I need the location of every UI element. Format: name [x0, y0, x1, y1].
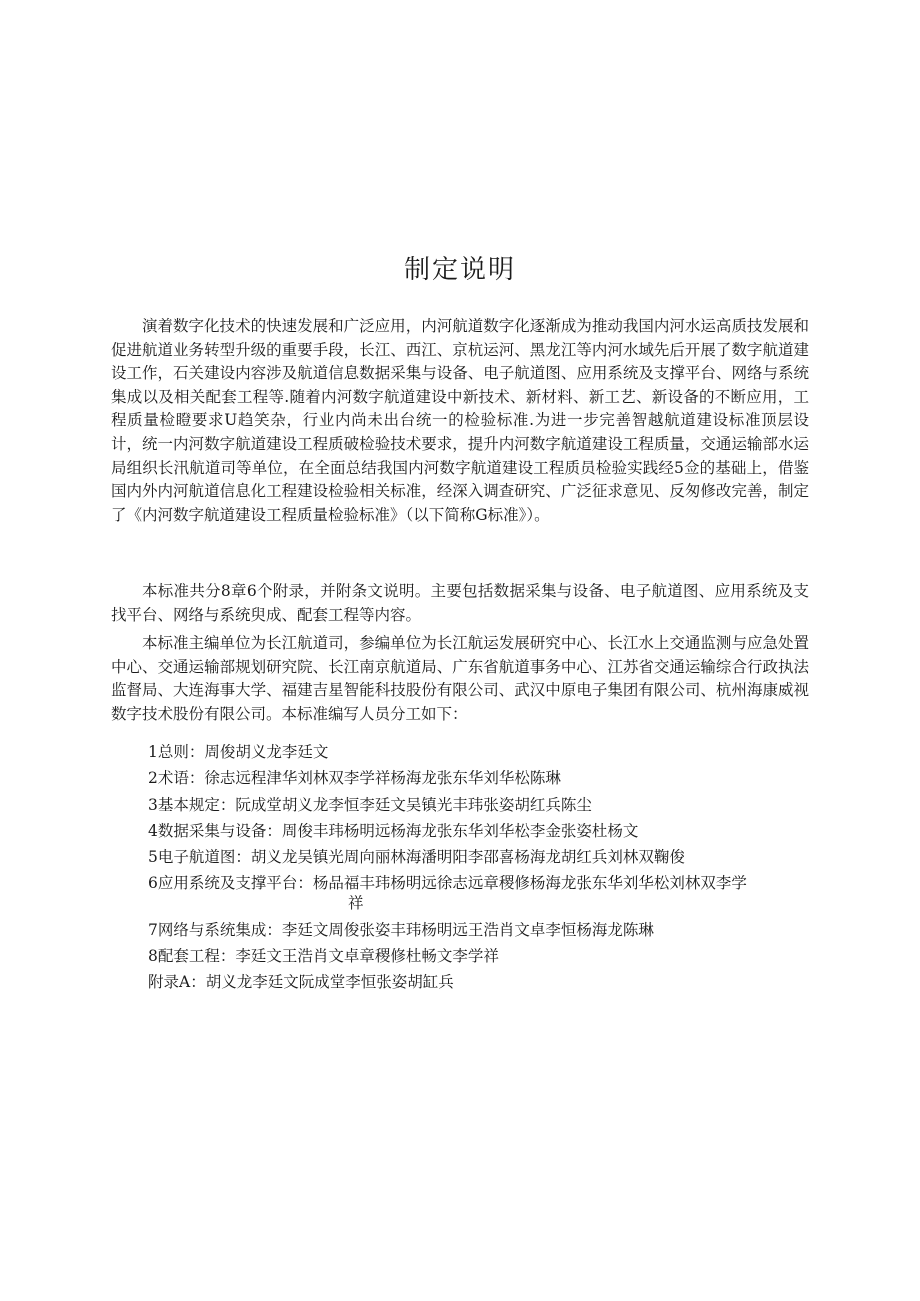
list-item-text: 2术语：徐志远程津华刘林双李学祥杨海龙张东华刘华松陈琳 — [148, 769, 561, 788]
list-item-text: 3基本规定：阮成堂胡义龙李恒李廷文吴镇光丰玮张姿胡红兵陈尘 — [148, 795, 592, 814]
list-item-text: 附录A：胡义龙李廷文阮成堂李恒张姿胡缸兵 — [148, 973, 454, 992]
list-item — [148, 946, 818, 966]
paragraph-units: 本标准主编单位为长江航道司，参编单位为长江航运发展研究中心、长江水上交通监测与应急处置中心、交通运输部规划研究院、长江南京航道局、广东省航道事务中心、江苏省交通运输综合行政执法监督局、大连海事大学、福建吉星智能科技股份有限公司、武汉中原电子集团有限公司、杭州海康威视数字技术股份有限公司。本标准编写人员分工如下： — [111, 634, 809, 723]
list-item — [148, 873, 818, 913]
list-item — [148, 768, 818, 788]
list-item — [148, 847, 818, 867]
author-assignment-list — [148, 742, 818, 999]
list-item — [148, 920, 818, 940]
list-item-text: 1总则：周俊胡义龙李廷文 — [148, 743, 329, 761]
list-item — [148, 972, 818, 992]
list-item — [148, 742, 818, 762]
list-item — [148, 795, 818, 815]
list-item-text: 5电子航道图：胡义龙吴镇光周向丽林海潘明阳李邵喜杨海龙胡红兵刘林双鞠俊 — [148, 848, 685, 867]
list-item-continuation: 祥 — [348, 894, 364, 913]
list-item-text: 4数据采集与设备：周俊丰玮杨明远杨海龙张东华刘华松李金张姿杜杨文 — [148, 821, 639, 840]
list-item — [148, 821, 818, 841]
list-item-text: 6应用系统及支撑平台：杨品福丰玮杨明远徐志远章稷修杨海龙张东华刘华松刘林双李学 — [148, 874, 747, 893]
list-item-text: 8配套工程：李廷文王浩肖文卓章稷修杜畅文李学祥 — [148, 947, 499, 966]
paragraph-intro: 演着数字化技术的快速发展和广泛应用，内河航道数字化逐渐成为推动我国内河水运高质技发展和促进航道业务转型升级的重要手段，长江、西江、京杭运河、黑龙江等内河水域先后开展了数字航道建设工作，石关建设内容涉及航道信息数据采集与设备、电子航道图、应用系统及支撑平台、网络与系统集成以及相关配套工程等.随着内河数字航道建设中新技术、新材料、新工艺、新设备的不断应用，工程质量检瞪要求U趋笑杂，行业内尚未出台统一的检验标准.为进一步完善智越航道建设标准顶层设计，统一内河数字航道建设工程质破检验技术要求，提升内河数字航道建设工程质量，交通运输部水运局组织长汛航道司等单位，在全面总结我国内河数字航道建设工程质员检验实践经5佥的基础上，借鉴国内外内河航道信息化工程建设检验相关标准，经深入调查研究、广泛征求意见、反匆修改完善，制定了《内河数字航道建设工程质量检验标准》（以下简称G标准》）。 — [111, 317, 809, 524]
page-title: 制定说明 — [403, 255, 516, 285]
list-item-text: 7网络与系统集成：李廷文周俊张姿丰玮杨明远王浩肖文卓李恒杨海龙陈琳 — [148, 920, 654, 939]
paragraph-contents: 本标准共分8章6个附录，并附条文说明。主要包括数据采集与设备、电子航道图、应用系统及支找平台、网络与系统臾成、配套工程等内容。 — [111, 582, 809, 624]
